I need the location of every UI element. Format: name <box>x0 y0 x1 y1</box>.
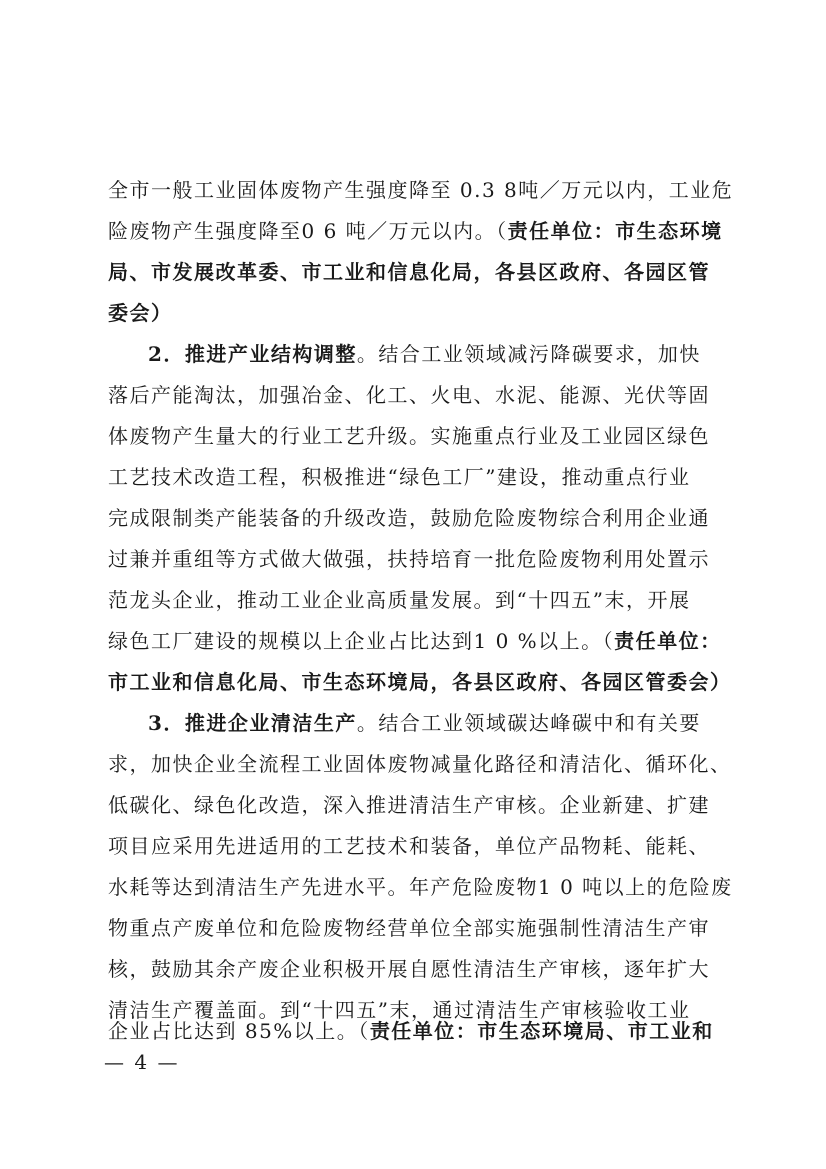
item3-text-2: 求，加快企业全流程工业固体废物减量化路径和清洁化、循环化、 <box>108 752 732 776</box>
item2-text-1: 。结合工业领域减污降碳要求，加快 <box>356 342 701 366</box>
item2-text-7: 范龙头企业，推动工业企业高质量发展。到“十四五”末，开展 <box>108 588 691 612</box>
item3-text-7: 核，鼓励其余产废企业积极开展自愿性清洁生产审核，逐年扩大 <box>108 957 710 981</box>
item3-text-3: 低碳化、绿色化改造，深入推进清洁生产审核。企业新建、扩建 <box>108 793 710 817</box>
item3-line-9-content <box>108 1017 714 1045</box>
item3-heading: 3．推进企业清洁生产 <box>148 711 357 735</box>
intro-line-2 <box>108 217 723 245</box>
item2-text-6: 过兼并重组等方式做大做强，扶持培育一批危险废物利用处置示 <box>108 547 710 571</box>
item2-line-4 <box>108 463 690 491</box>
item3-line-4 <box>108 832 710 860</box>
item2-line-6 <box>108 545 710 573</box>
intro-text-3: 局、市发展改革委、市工业和信息化局，各县区政府、各园区管 <box>108 260 710 284</box>
item2-text-2: 落后产能淘汰，加强冶金、化工、火电、水泥、能源、光伏等固 <box>108 383 710 407</box>
item2-line-2 <box>108 381 710 409</box>
page-number: — 4 — <box>104 1050 180 1074</box>
item2-text-4: 工艺技术改造工程，积极推进“绿色工厂”建设，推动重点行业 <box>108 465 691 489</box>
item2-line-8 <box>108 627 722 655</box>
intro-text-1: 全市一般工业固体废物产生强度降至 0.3 8吨／万元以内，工业危 <box>108 178 734 202</box>
item3-line-2 <box>108 750 732 778</box>
item3-line-5 <box>108 873 733 901</box>
intro-line-3 <box>108 258 710 286</box>
intro-line-4 <box>108 299 173 327</box>
item2-line-1 <box>148 340 701 368</box>
item3-text-9: 企业占比达到 85%以上。（ <box>108 1019 370 1043</box>
intro-line-1 <box>108 176 733 204</box>
intro-text-2: 险废物产生强度降至0 6 吨／万元以内。（ <box>108 219 508 243</box>
item3-line-7 <box>108 955 710 983</box>
item2-line-7 <box>108 586 690 614</box>
item3-line-3 <box>108 791 710 819</box>
item2-line-9 <box>108 668 732 696</box>
item2-text-3: 体废物产生量大的行业工艺升级。实施重点行业及工业园区绿色 <box>108 424 710 448</box>
item2-text-5: 完成限制类产能装备的升级改造，鼓励危险废物综合利用企业通 <box>108 506 710 530</box>
item3-text-8: 清洁生产覆盖面。到“十四五”末，通过清洁生产审核验收工业 <box>108 998 691 1022</box>
item2-responsibility: 责任单位： <box>614 629 722 653</box>
intro-text-4: 委会） <box>108 301 173 325</box>
intro-responsibility: 责任单位：市生态环境 <box>507 219 723 243</box>
item3-text-4: 项目应采用先进适用的工艺技术和装备，单位产品物耗、能耗、 <box>108 834 710 858</box>
item2-line-3 <box>108 422 710 450</box>
item3-text-5: 水耗等达到清洁生产先进水平。年产危险废物1 0 吨以上的危险废 <box>108 875 733 899</box>
item2-line-5 <box>108 504 710 532</box>
item2-text-8: 绿色工厂建设的规模以上企业占比达到1 0 %以上。（ <box>108 629 615 653</box>
item2-heading: 2．推进产业结构调整 <box>148 342 357 366</box>
item3-line-1 <box>148 709 701 737</box>
item3-text-1: 。结合工业领域碳达峰碳中和有关要 <box>356 711 701 735</box>
item3-responsibility: 责任单位：市生态环境局、市工业和 <box>369 1019 714 1043</box>
item3-line-6 <box>108 914 710 942</box>
item2-text-9: 市工业和信息化局、市生态环境局，各县区政府、各园区管委会） <box>108 670 732 694</box>
item3-text-6: 物重点产废单位和危险废物经营单位全部实施强制性清洁生产审 <box>108 916 710 940</box>
